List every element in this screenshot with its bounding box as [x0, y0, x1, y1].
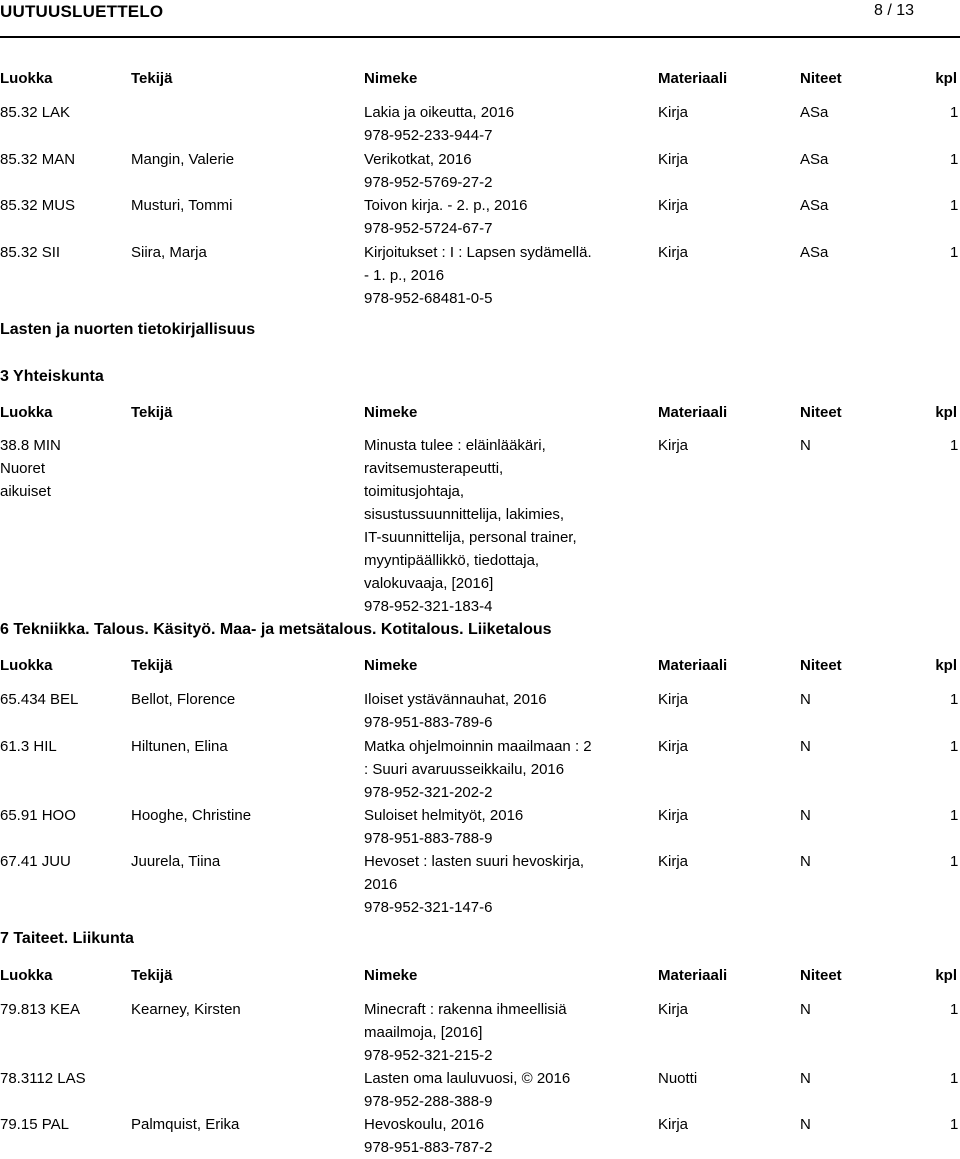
cell-kpl: 1	[950, 691, 959, 708]
cell-nimeke-line: Minecraft : rakenna ihmeellisiä	[364, 1001, 567, 1018]
section-heading: 6 Tekniikka. Talous. Käsityö. Maa- ja metsätalous. Kotitalous. Liiketalous	[0, 621, 552, 638]
cell-luokka	[0, 148, 75, 171]
cell-nimeke-line: 978-952-68481-0-5	[364, 290, 493, 307]
cell-niteet: N	[800, 1001, 811, 1018]
cell-niteet: N	[800, 437, 811, 454]
col-tekija: Tekijä	[131, 404, 173, 421]
cell-nimeke	[364, 194, 527, 240]
cell-materiaali: Kirja	[658, 197, 689, 214]
col-kpl: kpl	[935, 70, 957, 87]
cell-materiaali: Kirja	[658, 738, 689, 755]
cell-nimeke-line: valokuvaaja, [2016]	[364, 575, 494, 592]
cell-nimeke	[364, 850, 584, 919]
cell-niteet: N	[800, 691, 811, 708]
cell-tekija: Hooghe, Christine	[131, 807, 252, 824]
col-niteet: Niteet	[800, 70, 842, 87]
cell-luokka-line: aikuiset	[0, 483, 51, 500]
section-heading: 3 Yhteiskunta	[0, 368, 104, 385]
cell-nimeke-line: 978-951-883-788-9	[364, 830, 493, 847]
cell-nimeke-line: Verikotkat, 2016	[364, 151, 472, 168]
cell-kpl: 1	[950, 807, 959, 824]
cell-niteet: ASa	[800, 104, 829, 121]
cell-luokka-line: 78.3112 LAS	[0, 1070, 86, 1087]
cell-luokka-line: 85.32 MAN	[0, 151, 76, 168]
cell-nimeke-line: Hevoskoulu, 2016	[364, 1116, 485, 1133]
section-heading: 7 Taiteet. Liikunta	[0, 930, 134, 947]
cell-niteet: ASa	[800, 244, 829, 261]
cell-kpl: 1	[950, 853, 959, 870]
cell-nimeke-line: 978-952-321-147-6	[364, 899, 493, 916]
cell-nimeke-line: maailmoja, [2016]	[364, 1024, 483, 1041]
cell-kpl: 1	[950, 244, 959, 261]
cell-luokka-line: Nuoret	[0, 460, 46, 477]
cell-niteet: ASa	[800, 197, 829, 214]
col-materiaali: Materiaali	[658, 404, 728, 421]
cell-nimeke-line: 978-952-5769-27-2	[364, 174, 493, 191]
cell-luokka	[0, 101, 70, 124]
col-tekija: Tekijä	[131, 70, 173, 87]
col-luokka: Luokka	[0, 70, 53, 87]
cell-niteet: N	[800, 807, 811, 824]
col-tekija: Tekijä	[131, 967, 173, 984]
cell-tekija: Bellot, Florence	[131, 691, 236, 708]
cell-kpl: 1	[950, 437, 959, 454]
cell-nimeke	[364, 735, 592, 804]
cell-nimeke-line: IT-suunnittelija, personal trainer,	[364, 529, 577, 546]
col-nimeke: Nimeke	[364, 967, 418, 984]
cell-nimeke-line: 2016	[364, 876, 398, 893]
cell-nimeke-line: myyntipäällikkö, tiedottaja,	[364, 552, 540, 569]
cell-materiaali: Kirja	[658, 437, 689, 454]
cell-nimeke	[364, 101, 514, 147]
cell-nimeke	[364, 241, 592, 310]
cell-nimeke-line: 978-952-321-183-4	[364, 598, 493, 615]
cell-kpl: 1	[950, 1116, 959, 1133]
col-materiaali: Materiaali	[658, 70, 728, 87]
col-materiaali: Materiaali	[658, 967, 728, 984]
col-kpl: kpl	[935, 967, 957, 984]
cell-nimeke-line: 978-951-883-787-2	[364, 1139, 493, 1156]
cell-niteet: N	[800, 853, 811, 870]
cell-tekija: Juurela, Tiina	[131, 853, 221, 870]
cell-luokka-line: 85.32 LAK	[0, 104, 71, 121]
cell-nimeke-line: 978-952-321-202-2	[364, 784, 493, 801]
cell-nimeke-line: Matka ohjelmoinnin maailmaan : 2	[364, 738, 592, 755]
cell-luokka-line: 61.3 HIL	[0, 738, 57, 755]
cell-luokka-line: 65.91 HOO	[0, 807, 76, 824]
cell-niteet: N	[800, 1116, 811, 1133]
cell-nimeke-line: Hevoset : lasten suuri hevoskirja,	[364, 853, 585, 870]
cell-nimeke-line: toimitusjohtaja,	[364, 483, 465, 500]
cell-nimeke-line: 978-952-288-388-9	[364, 1093, 493, 1110]
cell-nimeke	[364, 804, 523, 850]
cell-nimeke-line: 978-952-233-944-7	[364, 127, 493, 144]
cell-kpl: 1	[950, 1070, 959, 1087]
col-tekija: Tekijä	[131, 657, 173, 674]
col-niteet: Niteet	[800, 967, 842, 984]
group-heading: Lasten ja nuorten tietokirjallisuus	[0, 321, 256, 338]
cell-materiaali: Kirja	[658, 807, 689, 824]
cell-nimeke-line: Lakia ja oikeutta, 2016	[364, 104, 515, 121]
cell-nimeke-line: Toivon kirja. - 2. p., 2016	[364, 197, 528, 214]
cell-tekija: Musturi, Tommi	[131, 197, 233, 214]
cell-luokka	[0, 735, 57, 758]
cell-luokka-line: 65.434 BEL	[0, 691, 79, 708]
col-nimeke: Nimeke	[364, 404, 418, 421]
cell-nimeke	[364, 1113, 492, 1159]
cell-niteet: N	[800, 1070, 811, 1087]
page-number: 8 / 13	[873, 2, 914, 19]
col-nimeke: Nimeke	[364, 70, 418, 87]
cell-materiaali: Kirja	[658, 691, 689, 708]
col-luokka: Luokka	[0, 967, 53, 984]
document-title: UUTUUSLUETTELO	[0, 2, 164, 21]
cell-luokka-line: 67.41 JUU	[0, 853, 71, 870]
cell-luokka	[0, 434, 61, 503]
col-kpl: kpl	[935, 657, 957, 674]
cell-kpl: 1	[950, 197, 959, 214]
cell-materiaali: Kirja	[658, 151, 689, 168]
cell-niteet: ASa	[800, 151, 829, 168]
cell-nimeke-line: Iloiset ystävännauhat, 2016	[364, 691, 547, 708]
col-niteet: Niteet	[800, 657, 842, 674]
col-nimeke: Nimeke	[364, 657, 418, 674]
cell-materiaali: Nuotti	[658, 1070, 698, 1087]
cell-niteet: N	[800, 738, 811, 755]
cell-nimeke	[364, 1067, 570, 1113]
cell-luokka	[0, 688, 78, 711]
cell-luokka-line: 79.15 PAL	[0, 1116, 69, 1133]
cell-luokka	[0, 998, 80, 1021]
cell-nimeke-line: Minusta tulee : eläinlääkäri,	[364, 437, 546, 454]
cell-tekija: Kearney, Kirsten	[131, 1001, 241, 1018]
cell-kpl: 1	[950, 104, 959, 121]
cell-materiaali: Kirja	[658, 1116, 689, 1133]
cell-luokka	[0, 804, 76, 827]
cell-nimeke-line: 978-952-321-215-2	[364, 1047, 493, 1064]
cell-nimeke	[364, 434, 577, 618]
col-luokka: Luokka	[0, 404, 53, 421]
cell-luokka-line: 38.8 MIN	[0, 437, 61, 454]
cell-nimeke-line: Kirjoitukset : I : Lapsen sydämellä.	[364, 244, 592, 261]
cell-nimeke-line: 978-951-883-789-6	[364, 714, 493, 731]
cell-nimeke-line: Lasten oma lauluvuosi, © 2016	[364, 1070, 571, 1087]
cell-materiaali: Kirja	[658, 853, 689, 870]
cell-materiaali: Kirja	[658, 104, 689, 121]
cell-nimeke-line: Suloiset helmityöt, 2016	[364, 807, 524, 824]
cell-nimeke-line: ravitsemusterapeutti,	[364, 460, 504, 477]
cell-nimeke-line: 978-952-5724-67-7	[364, 220, 493, 237]
cell-luokka	[0, 194, 75, 217]
cell-luokka-line: 79.813 KEA	[0, 1001, 81, 1018]
cell-nimeke-line: sisustussuunnittelija, lakimies,	[364, 506, 565, 523]
cell-nimeke	[364, 148, 492, 194]
cell-luokka-line: 85.32 MUS	[0, 197, 76, 214]
cell-nimeke	[364, 688, 547, 734]
cell-luokka	[0, 241, 60, 264]
cell-kpl: 1	[950, 738, 959, 755]
cell-materiaali: Kirja	[658, 1001, 689, 1018]
cell-nimeke-line: - 1. p., 2016	[364, 267, 445, 284]
cell-kpl: 1	[950, 151, 959, 168]
cell-tekija: Siira, Marja	[131, 244, 207, 261]
cell-tekija: Hiltunen, Elina	[131, 738, 228, 755]
col-materiaali: Materiaali	[658, 657, 728, 674]
col-luokka: Luokka	[0, 657, 53, 674]
cell-luokka-line: 85.32 SII	[0, 244, 61, 261]
cell-luokka	[0, 1067, 86, 1090]
cell-materiaali: Kirja	[658, 244, 689, 261]
cell-luokka	[0, 850, 71, 873]
cell-nimeke	[364, 998, 567, 1067]
cell-tekija: Palmquist, Erika	[131, 1116, 240, 1133]
cell-luokka	[0, 1113, 69, 1136]
col-kpl: kpl	[935, 404, 957, 421]
header-rule	[0, 36, 960, 38]
cell-tekija: Mangin, Valerie	[131, 151, 235, 168]
col-niteet: Niteet	[800, 404, 842, 421]
cell-nimeke-line: : Suuri avaruusseikkailu, 2016	[364, 761, 565, 778]
cell-kpl: 1	[950, 1001, 959, 1018]
